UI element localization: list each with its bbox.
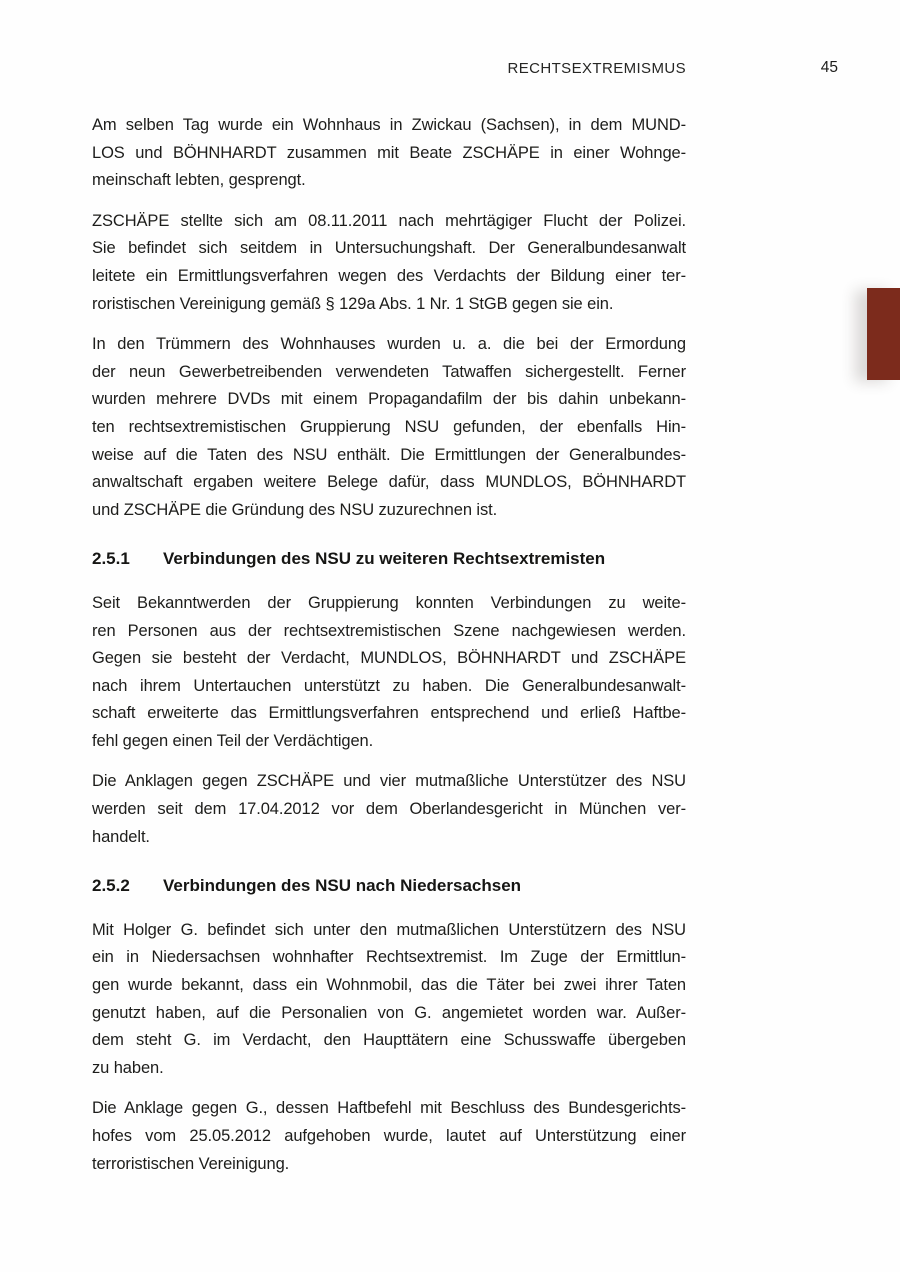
- text-line: handelt.: [92, 827, 150, 846]
- text-line: gen wurde bekannt, dass ein Wohnmobil, das die Täter bei zwei ihrer Taten: [92, 976, 686, 995]
- text-line: roristischen Vereinigung gemäß § 129a Abs. 1 Nr. 1 StGB gegen sie ein.: [92, 294, 614, 313]
- page-content: [92, 112, 686, 1191]
- paragraph: [92, 917, 686, 1083]
- text-line: hofes vom 25.05.2012 aufgehoben wurde, lautet auf Unterstützung einer: [92, 1127, 686, 1145]
- text-line: terroristischen Vereinigung.: [92, 1154, 290, 1173]
- text-line: werden seit dem 17.04.2012 vor dem Oberlandesgericht in München ver-: [92, 800, 686, 819]
- text-line: dem steht G. im Verdacht, den Haupttätern eine Schusswaffe übergeben: [92, 1031, 686, 1050]
- paragraph: [92, 768, 686, 851]
- text-line: meinschaft lebten, gesprengt.: [92, 171, 306, 190]
- chapter-edge-tab: [867, 288, 900, 380]
- text-line: Gegen sie besteht der Verdacht, MUNDLOS, BÖHNHARDT und ZSCHÄPE: [92, 649, 686, 668]
- text-line: ten rechtsextremistischen Gruppierung NSU gefunden, der ebenfalls Hin-: [92, 417, 686, 436]
- section-number: 2.5.2: [92, 876, 130, 896]
- text-line: LOS und BÖHNHARDT zusammen mit Beate ZSCHÄPE in einer Wohnge-: [92, 143, 686, 162]
- text-line: Am selben Tag wurde ein Wohnhaus in Zwickau (Sachsen), in dem MUND-: [92, 116, 686, 134]
- text-line: Seit Bekanntwerden der Gruppierung konnten Verbindungen zu weite-: [92, 593, 686, 612]
- text-line: zu haben.: [92, 1058, 164, 1077]
- text-line: In den Trümmern des Wohnhauses wurden u. a. die bei der Ermordung: [92, 335, 686, 354]
- text-line: genutzt haben, auf die Personalien von G. angemietet worden war. Außer-: [92, 1003, 686, 1022]
- text-line: weise auf die Taten des NSU enthält. Die Ermittlungen der Generalbundes-: [92, 445, 686, 464]
- section-heading: [92, 872, 686, 900]
- paragraph: [92, 1095, 686, 1178]
- text-line: ZSCHÄPE stellte sich am 08.11.2011 nach mehrtägiger Flucht der Polizei.: [92, 211, 686, 230]
- page-number: 45: [820, 59, 838, 76]
- paragraph: [92, 331, 686, 524]
- text-line: schaft erweiterte das Ermittlungsverfahren entsprechend und erließ Haftbe-: [92, 704, 686, 723]
- section-heading: [92, 545, 686, 573]
- text-line: und ZSCHÄPE die Gründung des NSU zuzurechnen ist.: [92, 500, 498, 519]
- section-title: Verbindungen des NSU zu weiteren Rechtsextremisten: [163, 549, 606, 569]
- text-line: anwaltschaft ergaben weitere Belege dafür, dass MUNDLOS, BÖHNHARDT: [92, 473, 686, 492]
- text-line: ren Personen aus der rechtsextremistischen Szene nachgewiesen werden.: [92, 621, 686, 640]
- text-line: der neun Gewerbetreibenden verwendeten Tatwaffen sichergestellt. Ferner: [92, 362, 686, 381]
- paragraph: [92, 208, 686, 318]
- text-line: wurden mehrere DVDs mit einem Propagandafilm der bis dahin unbekann-: [92, 390, 686, 409]
- text-line: Mit Holger G. befindet sich unter den mutmaßlichen Unterstützern des NSU: [92, 920, 686, 939]
- text-line: Die Anklagen gegen ZSCHÄPE und vier mutmaßliche Unterstützer des NSU: [92, 772, 686, 791]
- running-header: RECHTSEXTREMISMUS: [507, 60, 686, 77]
- section-title: Verbindungen des NSU nach Niedersachsen: [163, 876, 522, 896]
- paragraph: [92, 590, 686, 756]
- text-line: ein in Niedersachsen wohnhafter Rechtsextremist. Im Zuge der Ermittlun-: [92, 948, 686, 967]
- text-line: fehl gegen einen Teil der Verdächtigen.: [92, 731, 374, 750]
- text-line: leitete ein Ermittlungsverfahren wegen des Verdachts der Bildung einer ter-: [92, 266, 686, 285]
- text-line: Die Anklage gegen G., dessen Haftbefehl mit Beschluss des Bundesgerichts-: [92, 1099, 686, 1118]
- section-number: 2.5.1: [92, 549, 130, 569]
- text-line: Sie befindet sich seitdem in Untersuchungshaft. Der Generalbundesanwalt: [92, 239, 686, 258]
- paragraph: [92, 112, 686, 195]
- text-line: nach ihrem Untertauchen unterstützt zu haben. Die Generalbundesanwalt-: [92, 676, 686, 695]
